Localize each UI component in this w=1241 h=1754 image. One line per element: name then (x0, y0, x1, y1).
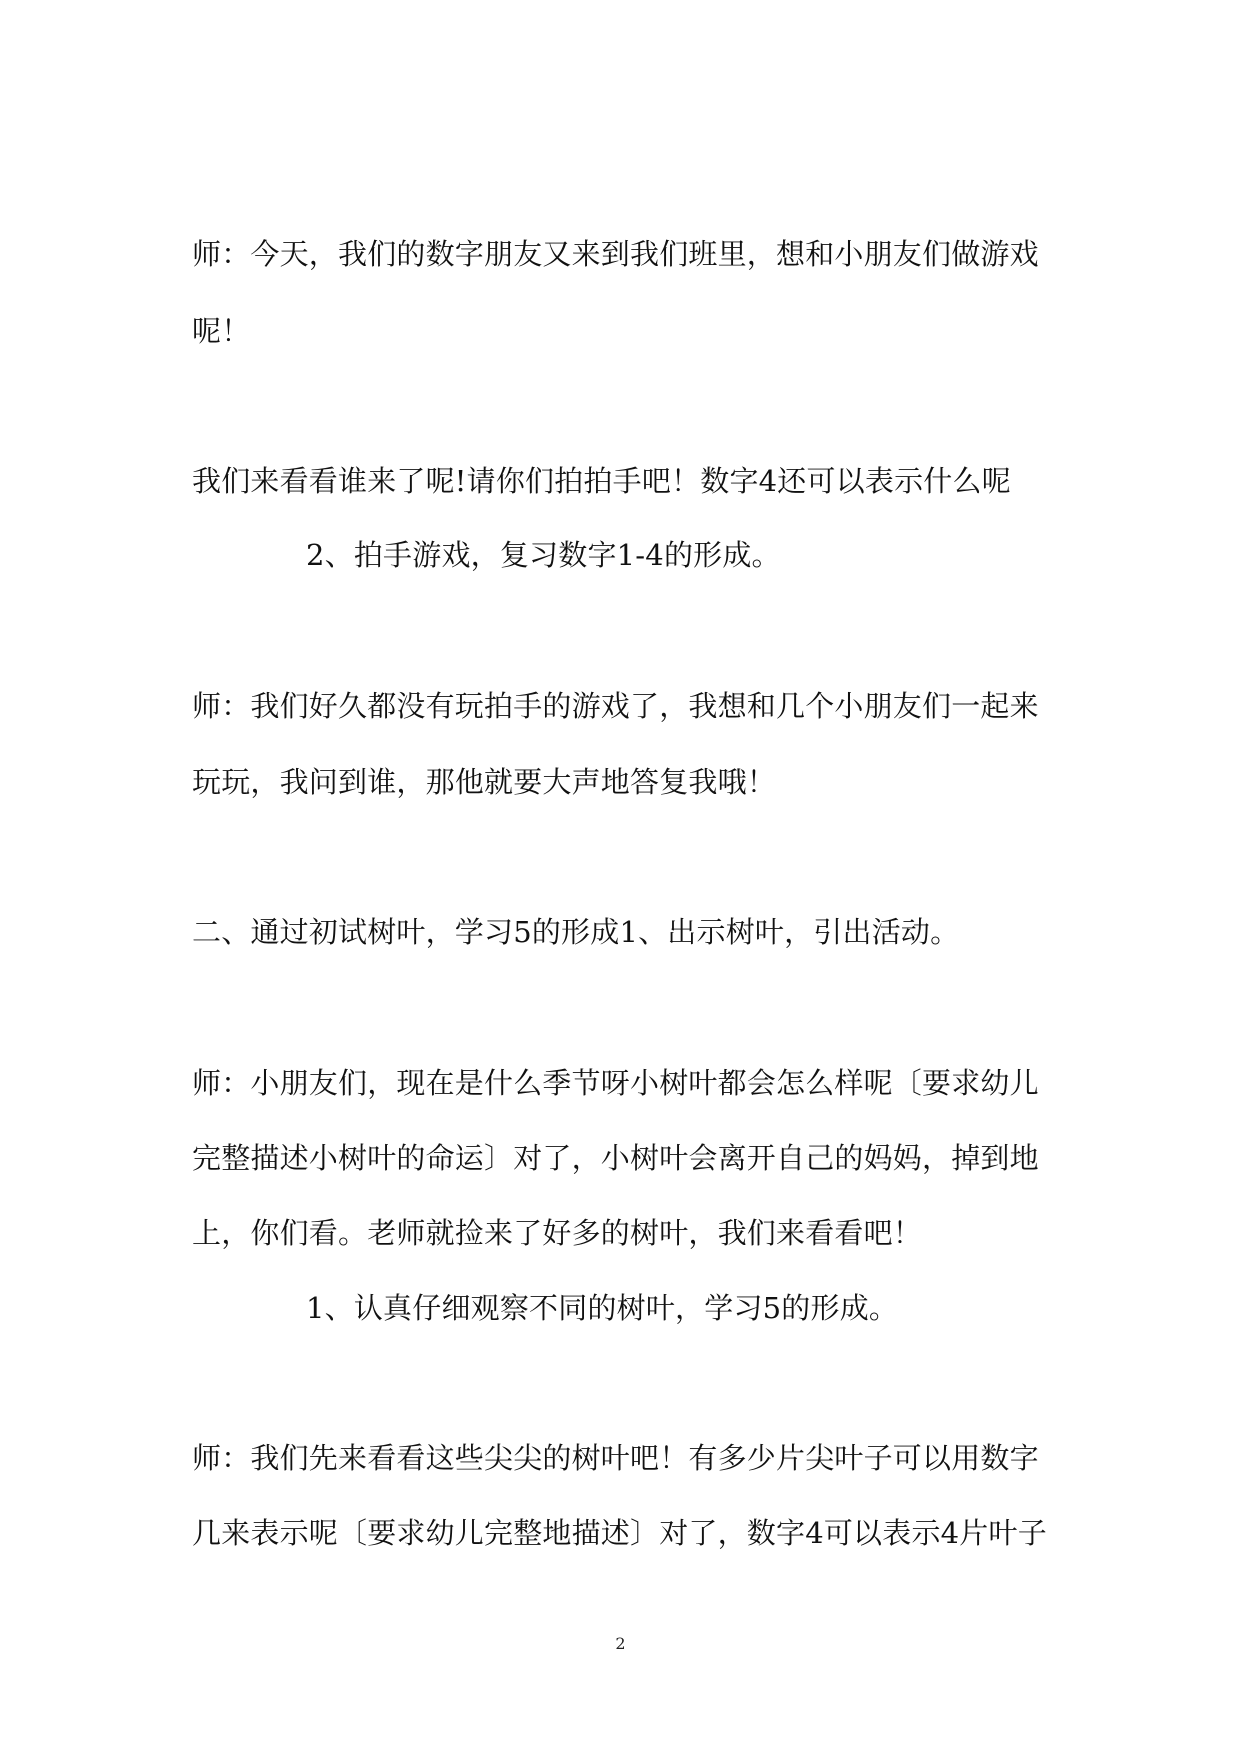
paragraph-line: 上，你们看。老师就捡来了好多的树叶，我们来看看吧！ (192, 1216, 923, 1250)
paragraph-line: 师：我们先来看看这些尖尖的树叶吧！有多少片尖叶子可以用数字 (192, 1441, 1039, 1475)
paragraph-line: 玩玩，我问到谁，那他就要大声地答复我哦！ (192, 765, 777, 799)
paragraph-line: 我们来看看谁来了呢!请你们拍拍手吧！数字4还可以表示什么呢 (192, 464, 1011, 498)
page-number: 2 (615, 1634, 626, 1653)
paragraph-line: 完整描述小树叶的命运〕对了，小树叶会离开自己的妈妈，掉到地 (192, 1141, 1039, 1175)
list-item-line: 1、认真仔细观察不同的树叶，学习5的形成。 (306, 1291, 899, 1325)
paragraph-line: 师：小朋友们，现在是什么季节呀小树叶都会怎么样呢〔要求幼儿 (192, 1066, 1039, 1100)
paragraph-line: 呢！ (192, 314, 251, 348)
paragraph-line: 师：今天，我们的数字朋友又来到我们班里，想和小朋友们做游戏 (192, 237, 1039, 271)
section-heading-line: 二、通过初试树叶，学习5的形成1、出示树叶，引出活动。 (192, 915, 960, 949)
paragraph-line: 几来表示呢〔要求幼儿完整地描述〕对了，数字4可以表示4片叶子 (192, 1516, 1047, 1550)
list-item-line: 2、拍手游戏，复习数字1-4的形成。 (306, 538, 781, 572)
paragraph-line: 师：我们好久都没有玩拍手的游戏了，我想和几个小朋友们一起来 (192, 689, 1039, 723)
